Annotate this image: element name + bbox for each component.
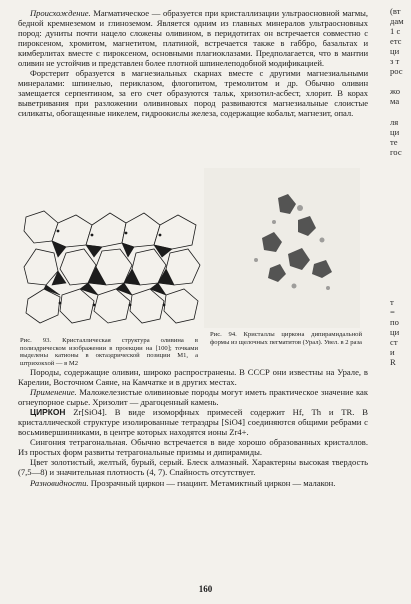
paragraph-text: Сингония тетрагональная. Обычно встречается в виде хорошо образованных кристаллов. Из простых форм развиты тетрагональные призмы и дипирамиды.	[18, 437, 368, 458]
mineral-heading: ЦИРКОН	[30, 407, 66, 418]
paragraph-varieties	[18, 478, 368, 488]
strip-line: жо	[390, 86, 401, 97]
strip-line: дам	[390, 16, 404, 27]
paragraph-text: Zr[SiO4]. В виде изоморфных примесей содержит Hf, Th и TR. В кристаллической структуре изолированные тетраэдры [SiO4] соединяются общими ребрами с восьмивершинниками, в центре которых находятся ионы Zr4+.	[18, 407, 368, 438]
strip-line: =	[390, 307, 395, 318]
strip-line: R	[390, 357, 396, 368]
page-number: 160	[198, 584, 213, 594]
strip-line: ля	[390, 116, 399, 127]
paragraph-label: Происхождение.	[30, 8, 91, 18]
lower-text-block	[18, 367, 368, 488]
strip-line: 1 с	[390, 26, 401, 37]
strip-line: ци	[390, 126, 400, 137]
paragraph-text: Породы, содержащие оливин, широко распространены. В СССР они известны на Урале, в Карелии, Восточном Саяне, на Камчатке и в других местах.	[18, 367, 368, 388]
strip-line: ст	[390, 337, 398, 348]
figure-93-olivine-structure	[22, 207, 202, 327]
paragraph-distribution	[18, 367, 368, 387]
strip-line: (вт	[390, 6, 401, 16]
paragraph-text: Маложелезистые оливиновые породы могут иметь практическое значение как огнеупорное сырье. Хризолит — драгоценный камень.	[18, 387, 368, 408]
figure-93-caption: Рис. 93. Кристаллическая структура оливина в полиэдрическом изображении в проекции на [100]; точками выделены катионы в октаэдрической позиции M1, а штрихокхой — в M2	[20, 337, 198, 367]
strip-line: ци	[390, 327, 400, 338]
paragraph-text: Форстерит образуется в магнезиальных скарнах вместе с другими магнезиальными минералами: шпинелью, периклазом, флогопитом, тремолитом и др. Обычно оливин замещается серпентином, за его счет образуются тальк, хризотил-асбест, хлорит. В корах выветривания при разложении оливиновых пород развиваются магнезиальные слоистые силикаты, обогащенные никелем, гидроокислы железа, содержащие кобальт, магнезит, опал.	[18, 68, 368, 119]
strip-line: и	[390, 347, 395, 358]
paragraph-origin	[18, 8, 368, 68]
strip-line: ма	[390, 96, 400, 107]
strip-line: рос	[390, 66, 403, 77]
strip-line: те	[390, 136, 398, 147]
strip-line: гос	[390, 146, 402, 157]
paragraph-application	[18, 387, 368, 407]
figure-94-zircon-photo	[204, 168, 360, 328]
strip-line: ци	[390, 46, 400, 57]
strip-line: по	[390, 317, 399, 328]
adjacent-page-strip	[384, 0, 411, 604]
paragraph-text: Магматическое — образуется при кристаллизации ультраосновной магмы, бедной кремнеземом и глиноземом. Является одним из главных минералов ультраосновных пород: дуниты почти нацело сложены оливином, в перидотитах он встречается совместно с пироксеном, хромитом, магнетитом, платиной, встречается также в габбро, базальтах и кимберлитах вместе с пироксеном, основными плагиоклазами. Предполагается, что в мантии оливин не устойчив и представлен более плотной шпинелеподобной модификацией.	[18, 8, 368, 69]
strip-line: з т	[390, 56, 400, 67]
zircon-crystals-photo	[204, 168, 360, 328]
paragraph-forsterite	[18, 68, 368, 118]
paragraph-label: Применение.	[30, 387, 77, 398]
paragraph-zircon	[18, 407, 368, 437]
figure-94-caption: Рис. 94. Кристаллы циркона дипирамидальной формы из щелочных пегматитов (Урал). Увел. в 2 раза	[210, 331, 362, 346]
paragraph-syngony	[18, 437, 368, 457]
olivine-structure-drawing	[22, 207, 202, 327]
paragraph-text: Цвет золотистый, желтый, бурый, серый. Блеск алмазный. Характерны высокая твердость (7,5—8) и значительная плотность (4, 7). Спайность отсутствует.	[18, 457, 368, 478]
paragraph-label: Разновидности.	[30, 477, 89, 488]
strip-line: етс	[390, 36, 402, 47]
paragraph-color	[18, 457, 368, 477]
paragraph-text: Прозрачный циркон — гиацинт. Метамиктный циркон — малакон.	[88, 477, 336, 488]
strip-line: т	[390, 297, 394, 308]
top-text-block	[18, 8, 368, 119]
